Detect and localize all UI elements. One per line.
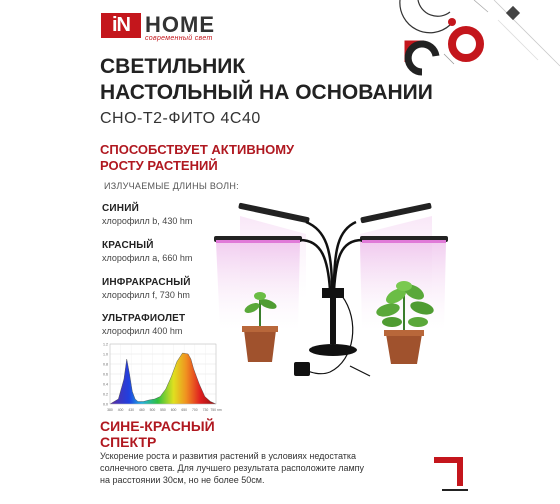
wavelength-desc: хлорофилл f, 730 hm bbox=[102, 290, 190, 300]
spectrum-title bbox=[100, 418, 215, 450]
x-tick-label: 430 bbox=[128, 408, 135, 412]
description-line: солнечного света. Для лучшего результата расположите лампу bbox=[100, 463, 365, 473]
wavelength-name: КРАСНЫЙ bbox=[102, 240, 154, 251]
promo-line1: СПОСОБСТВУЕТ АКТИВНОМУ bbox=[100, 142, 295, 157]
x-tick-label: 700 bbox=[191, 408, 198, 412]
description-line: на расстоянии 30см, но не более 50см. bbox=[100, 475, 265, 485]
x-tick-label: 750 nm bbox=[210, 408, 222, 412]
wavelength-name: СИНИЙ bbox=[102, 203, 140, 214]
promo-heading bbox=[100, 142, 360, 174]
wavelength-desc: хлорофилл b, 430 hm bbox=[102, 216, 193, 226]
y-tick-label: 0.0 bbox=[103, 402, 108, 407]
description-line: Ускорение роста и развития растений в условиях недостатка bbox=[100, 451, 357, 461]
product-title bbox=[100, 54, 440, 106]
x-tick-label: 400 bbox=[117, 408, 124, 412]
product-model: СНО-Т2-ФИТО 4С40 bbox=[100, 110, 261, 127]
wavelength-desc: хлорофилл a, 660 hm bbox=[102, 253, 193, 263]
promo-line2: РОСТУ РАСТЕНИЙ bbox=[100, 158, 218, 173]
wavelength-desc: хлорофилл 400 hm bbox=[102, 326, 183, 336]
y-tick-label: 0.8 bbox=[103, 362, 108, 367]
y-tick-label: 0.2 bbox=[103, 392, 108, 397]
wavelength-name: УЛЬТРАФИОЛЕТ bbox=[102, 313, 186, 324]
spectrum-title-line1: СИНЕ-КРАСНЫЙ bbox=[100, 418, 215, 434]
spectrum-title-line2: СПЕКТР bbox=[100, 434, 157, 450]
product-illustration bbox=[210, 200, 460, 390]
x-tick-label: 600 bbox=[170, 408, 177, 412]
y-tick-label: 0.4 bbox=[103, 382, 108, 387]
description bbox=[100, 450, 450, 486]
x-tick-label: 460 bbox=[138, 408, 145, 412]
wavelength-item bbox=[102, 313, 185, 337]
product-title-line1: СВЕТИЛЬНИК bbox=[100, 55, 246, 78]
logo-tagline: современный свет bbox=[145, 35, 213, 42]
spectrum-chart bbox=[98, 340, 222, 416]
x-tick-label: 650 bbox=[181, 408, 188, 412]
power-adapter bbox=[294, 362, 310, 376]
y-tick-label: 1.0 bbox=[103, 352, 108, 357]
lamp-bar bbox=[360, 236, 448, 243]
corner-decoration bbox=[430, 452, 470, 492]
y-tick-label: 1.2 bbox=[103, 342, 108, 347]
x-tick-label: 380 bbox=[107, 408, 113, 412]
y-tick-label: 0.6 bbox=[103, 372, 108, 377]
wavelength-item bbox=[102, 277, 191, 301]
wavelength-item bbox=[102, 240, 192, 264]
wavelength-name: ИНФРАКРАСНЫЙ bbox=[102, 277, 191, 288]
wavelengths-heading: ИЗЛУЧАЕМЫЕ ДЛИНЫ ВОЛН: bbox=[104, 181, 239, 191]
logo-brand: HOME bbox=[145, 12, 215, 37]
wavelength-item bbox=[102, 203, 192, 227]
x-tick-label: 730 bbox=[202, 408, 209, 412]
lamp-bar bbox=[214, 236, 302, 243]
x-tick-label: 550 bbox=[160, 408, 166, 412]
x-tick-label: 500 bbox=[149, 408, 156, 412]
product-title-line2: НАСТОЛЬНЫЙ НА ОСНОВАНИИ bbox=[100, 81, 433, 104]
logo-mark: iN bbox=[101, 13, 141, 38]
